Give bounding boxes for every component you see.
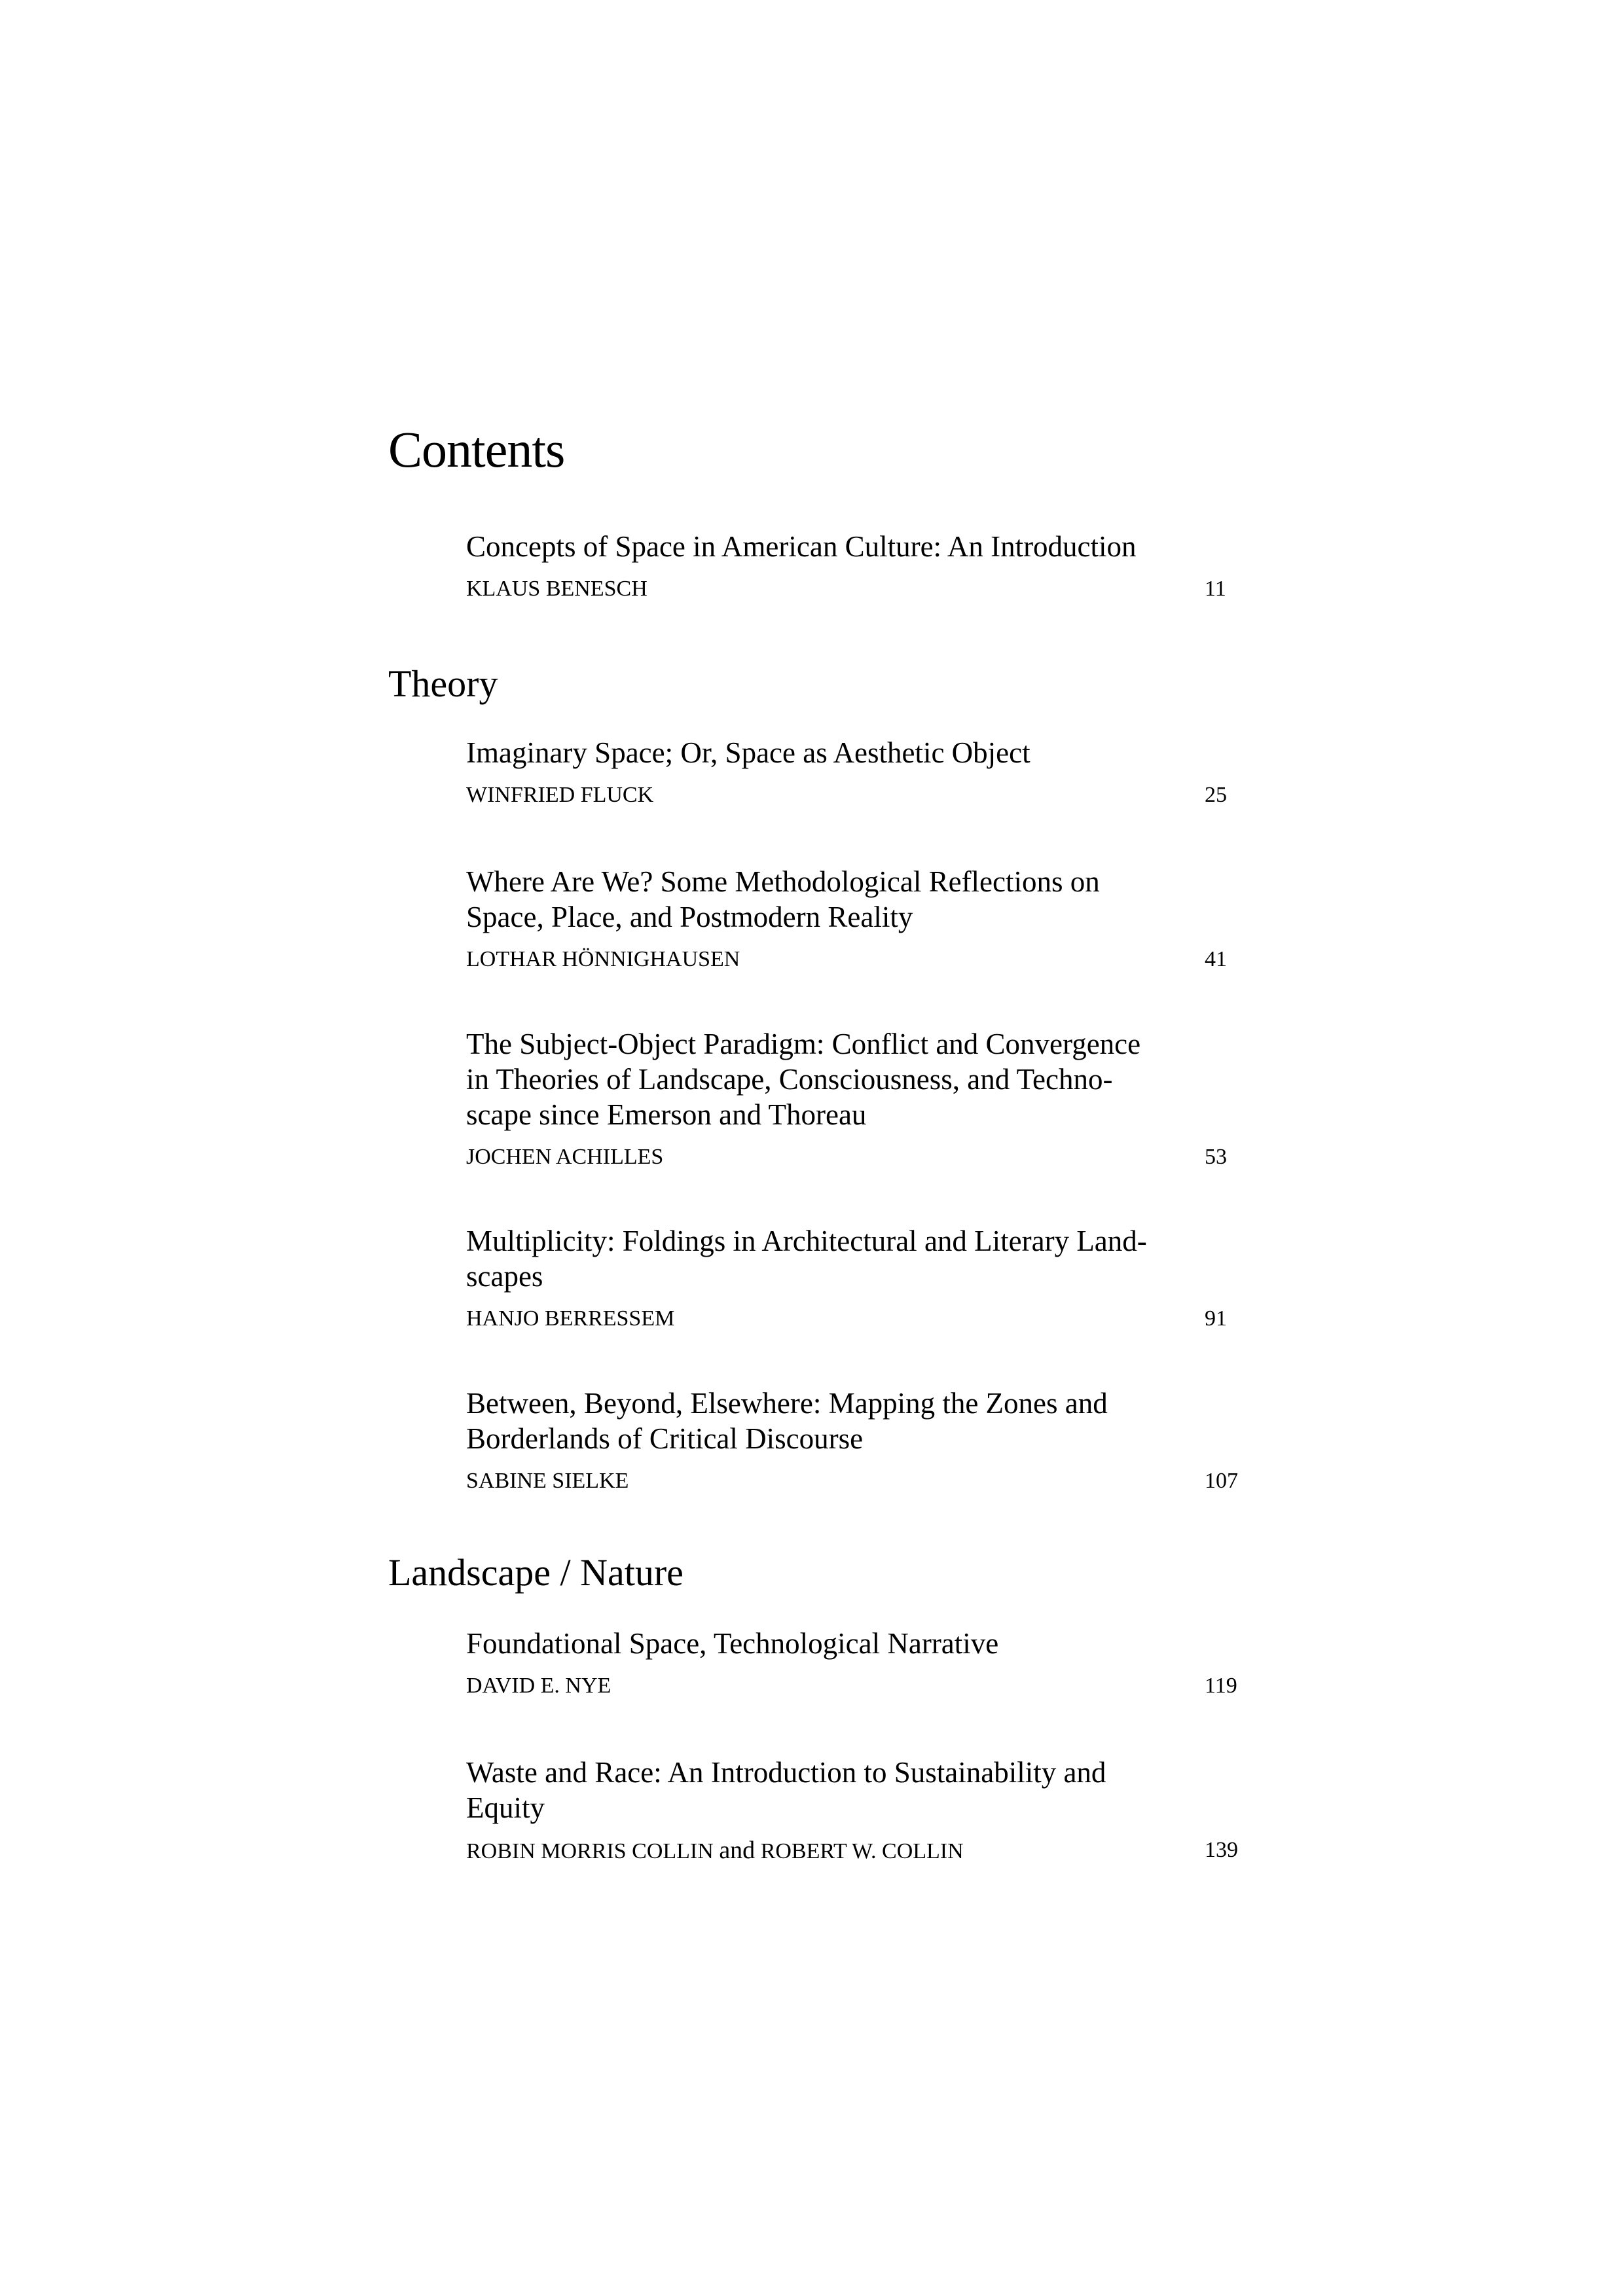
entry-author: JOCHEN ACHILLES <box>466 1145 664 1169</box>
entry-title: Waste and Race: An Introduction to Sustainability and Equity <box>466 1756 1106 1824</box>
entry-page-number: 91 <box>1205 1306 1227 1331</box>
section-heading-theory: Theory <box>388 662 498 705</box>
entry-title: Multiplicity: Foldings in Architectural and Literary Land- scapes <box>466 1225 1147 1293</box>
toc-entry[interactable] <box>466 1223 1252 1332</box>
entry-title: Concepts of Space in American Culture: An Introduction <box>466 530 1137 563</box>
entry-title: Where Are We? Some Methodological Reflections on Space, Place, and Postmodern Reality <box>466 865 1100 933</box>
toc-entry[interactable] <box>466 1755 1252 1865</box>
toc-entry[interactable] <box>466 1026 1252 1170</box>
entry-author-line <box>466 1306 1252 1332</box>
entry-author-line <box>466 1468 1252 1494</box>
entry-author-line <box>466 1144 1252 1170</box>
entry-author: KLAUS BENESCH <box>466 577 647 601</box>
entry-title: Between, Beyond, Elsewhere: Mapping the Zones and Borderlands of Critical Discourse <box>466 1387 1108 1455</box>
section-heading-landscape-nature: Landscape / Nature <box>388 1551 684 1594</box>
entry-author: ROBIN MORRIS COLLIN and ROBERT W. COLLIN <box>466 1837 964 1864</box>
toc-entry[interactable] <box>466 1626 1252 1699</box>
toc-entry[interactable] <box>466 1386 1252 1494</box>
page-title: Contents <box>388 421 565 478</box>
entry-author-line <box>466 1837 1252 1865</box>
entry-author: LOTHAR HÖNNIGHAUSEN <box>466 947 740 971</box>
entry-page-number: 119 <box>1205 1674 1237 1698</box>
entry-page-number: 107 <box>1205 1469 1238 1493</box>
entry-page-number: 11 <box>1205 577 1226 601</box>
entry-title: The Subject-Object Paradigm: Conflict and Convergence in Theories of Landscape, Consciousness, and Techno- scape since Emerson and Thoreau <box>466 1028 1141 1131</box>
entry-author: WINFRIED FLUCK <box>466 783 654 807</box>
entry-page-number: 139 <box>1205 1838 1238 1862</box>
entry-author: DAVID E. NYE <box>466 1674 611 1698</box>
toc-entry[interactable] <box>466 735 1252 808</box>
entry-author: HANJO BERRESSEM <box>466 1306 675 1331</box>
entry-title: Imaginary Space; Or, Space as Aesthetic Object <box>466 736 1030 769</box>
entry-author-line <box>466 1673 1252 1699</box>
entry-page-number: 41 <box>1205 947 1227 971</box>
toc-entry[interactable] <box>466 864 1252 973</box>
entry-author: SABINE SIELKE <box>466 1469 629 1493</box>
entry-title: Foundational Space, Technological Narrative <box>466 1627 999 1660</box>
entry-author-line <box>466 782 1252 808</box>
toc-entry-intro[interactable] <box>466 529 1252 602</box>
entry-page-number: 25 <box>1205 783 1227 807</box>
entry-author-line <box>466 946 1252 973</box>
entry-author-line <box>466 576 1252 602</box>
entry-page-number: 53 <box>1205 1145 1227 1169</box>
